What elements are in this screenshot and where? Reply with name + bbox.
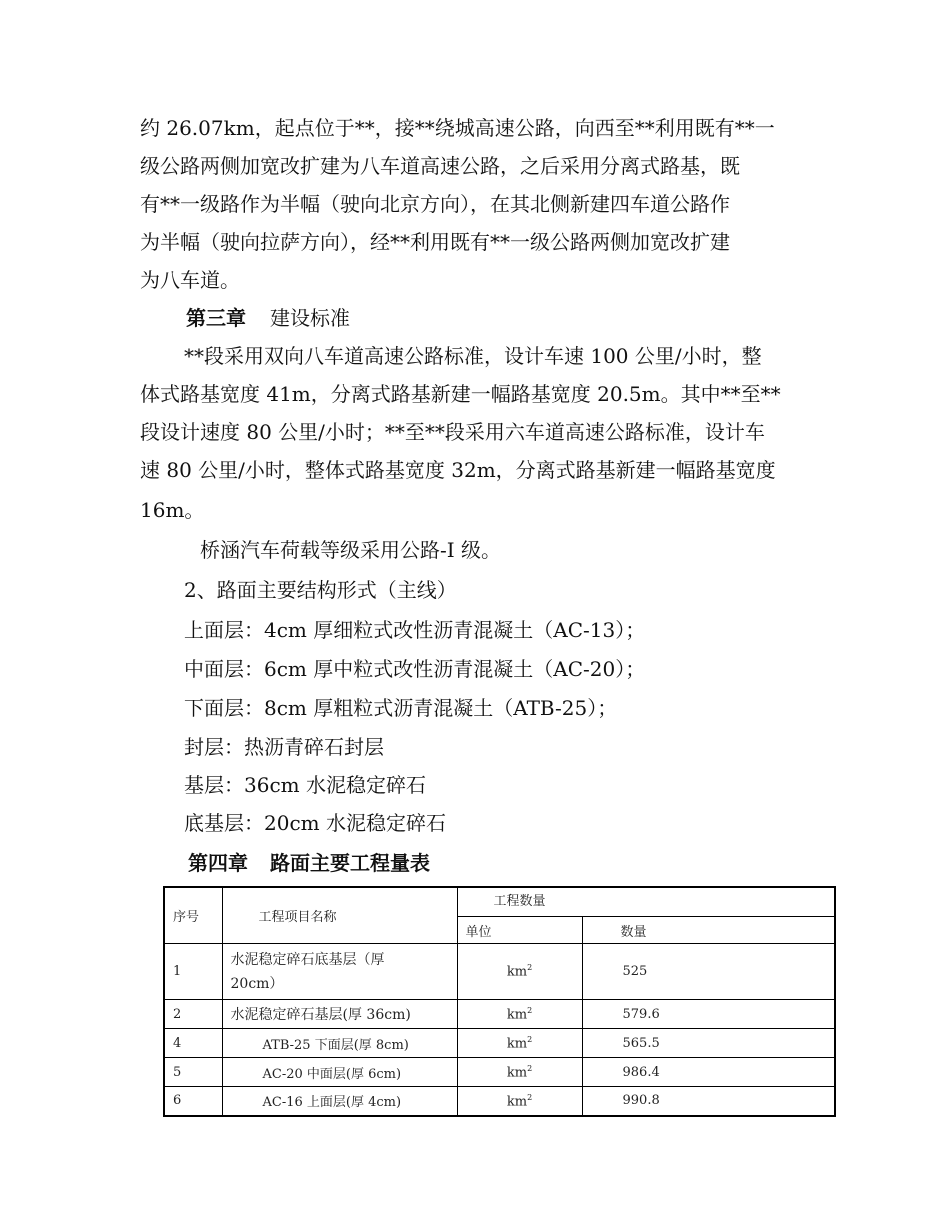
structure-layer-line: 基层：36cm 水泥稳定碎石	[184, 773, 426, 797]
cell-unit	[457, 1058, 582, 1087]
structure-layer-line: 封层：热沥青碎石封层	[184, 735, 384, 759]
paragraph-line: 为八车道。	[140, 268, 240, 292]
unit-text: km	[506, 1007, 528, 1023]
cell-value: 565.5	[582, 1029, 835, 1058]
unit-text: km	[506, 1065, 528, 1081]
structure-layer-line: 底基层：20cm 水泥稳定碎石	[184, 811, 446, 835]
header-cell-quantity: 工程数量	[457, 887, 835, 917]
paragraph-line: 级公路两侧加宽改扩建为八车道高速公路，之后采用分离式路基，既	[140, 154, 740, 178]
paragraph-line: **段采用双向八车道高速公路标准，设计车速 100 公里/小时，整	[184, 344, 762, 368]
paragraph-line: 为半幅（驶向拉萨方向），经**利用既有**一级公路两侧加宽改扩建	[140, 230, 730, 254]
chapter-heading	[186, 304, 350, 332]
table-header-row	[164, 887, 835, 917]
cell-name	[222, 944, 457, 1000]
cell-value: 525	[582, 944, 835, 1000]
paragraph-line: 有**一级路作为半幅（驶向北京方向），在其北侧新建四车道公路作	[140, 192, 730, 216]
chapter-heading	[188, 849, 430, 877]
cell-no: 4	[164, 1029, 222, 1058]
structure-layer-line: 上面层：4cm 厚细粒式改性沥青混凝土（AC-13）；	[184, 618, 646, 642]
cell-unit	[457, 1029, 582, 1058]
table-row	[164, 944, 835, 1000]
unit-superscript: 2	[527, 1005, 533, 1015]
cell-no: 1	[164, 944, 222, 1000]
table-row	[164, 1000, 835, 1029]
cell-unit	[457, 1000, 582, 1029]
paragraph-line: 2、路面主要结构形式（主线）	[184, 578, 457, 602]
structure-layer-line: 下面层：8cm 厚粗粒式沥青混凝土（ATB-25）；	[184, 696, 618, 720]
cell-value: 579.6	[582, 1000, 835, 1029]
cell-name-line: 水泥稳定碎石底基层（厚	[230, 951, 385, 968]
table-row	[164, 1087, 835, 1116]
quantity-table	[163, 886, 836, 1117]
paragraph-line: 约 26.07km，起点位于**，接**绕城高速公路，向西至**利用既有**一	[140, 116, 775, 140]
unit-text: km	[506, 1093, 528, 1109]
cell-value: 986.4	[582, 1058, 835, 1087]
cell-value: 990.8	[582, 1087, 835, 1116]
unit-text: km	[506, 964, 528, 980]
table-row	[164, 1029, 835, 1058]
chapter-number: 第四章	[188, 851, 248, 875]
unit-superscript: 2	[527, 1092, 533, 1102]
unit-superscript: 2	[527, 963, 533, 973]
cell-no: 2	[164, 1000, 222, 1029]
paragraph-line: 16m。	[140, 498, 205, 522]
chapter-number: 第三章	[186, 306, 246, 330]
structure-layer-line: 中面层：6cm 厚中粒式改性沥青混凝土（AC-20）；	[184, 657, 646, 681]
paragraph-line: 段设计速度 80 公里/小时；**至**段采用六车道高速公路标准，设计车	[140, 420, 765, 444]
cell-unit	[457, 944, 582, 1000]
header-cell-name: 工程项目名称	[222, 887, 457, 944]
cell-name: ATB-25 下面层(厚 8cm)	[222, 1029, 457, 1058]
unit-superscript: 2	[527, 1034, 533, 1044]
header-cell-unit: 单位	[457, 917, 582, 944]
cell-name: AC-16 上面层(厚 4cm)	[222, 1087, 457, 1116]
cell-name: AC-20 中面层(厚 6cm)	[222, 1058, 457, 1087]
chapter-title: 路面主要工程量表	[270, 851, 430, 875]
cell-unit	[457, 1087, 582, 1116]
header-cell-no: 序号	[164, 887, 222, 944]
header-cell-amount: 数量	[582, 917, 835, 944]
chapter-title: 建设标准	[270, 306, 350, 330]
paragraph-line: 桥涵汽车荷载等级采用公路-I 级。	[200, 538, 502, 562]
cell-no: 5	[164, 1058, 222, 1087]
paragraph-line: 速 80 公里/小时，整体式路基宽度 32m，分离式路基新建一幅路基宽度	[140, 458, 776, 482]
unit-superscript: 2	[527, 1063, 533, 1073]
cell-name-line: 20cm）	[230, 975, 284, 992]
unit-text: km	[506, 1036, 528, 1052]
table-row	[164, 1058, 835, 1087]
cell-no: 6	[164, 1087, 222, 1116]
cell-name: 水泥稳定碎石基层(厚 36cm)	[222, 1000, 457, 1029]
paragraph-line: 体式路基宽度 41m，分离式路基新建一幅路基宽度 20.5m。其中**至**	[140, 382, 781, 406]
